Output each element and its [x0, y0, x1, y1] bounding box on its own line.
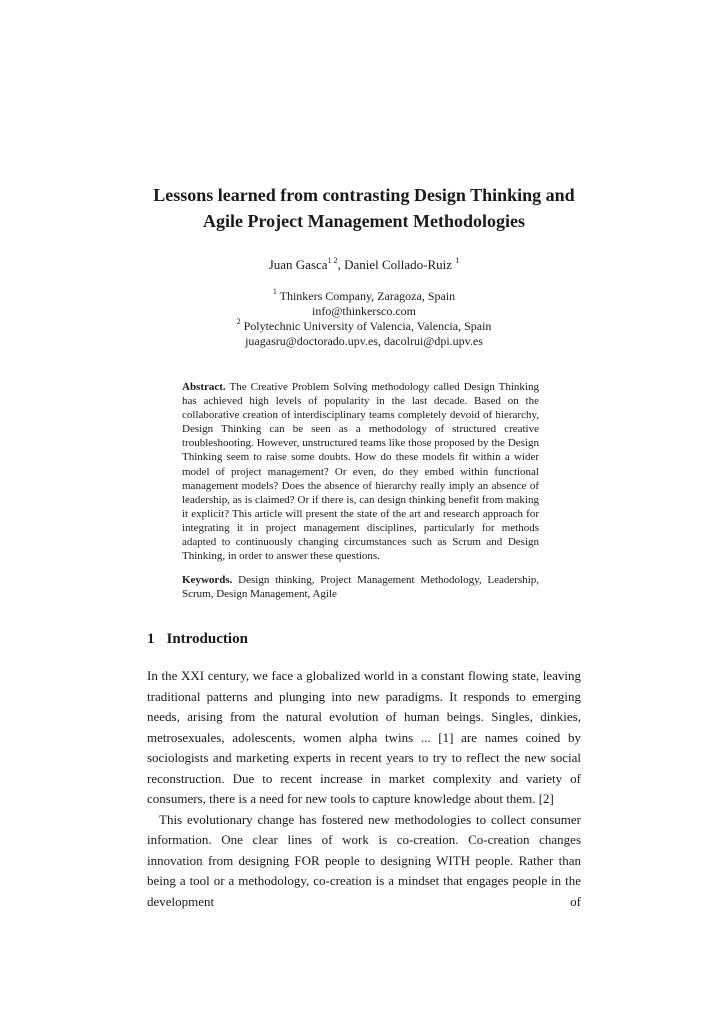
- abstract: [182, 380, 539, 563]
- affiliations: [114, 289, 614, 349]
- keywords-text: Design thinking, Project Management Methodology, Leadership, Scrum, Design Management, Agile: [182, 574, 539, 601]
- affiliation-text: Thinkers Company, Zaragoza, Spain: [279, 289, 456, 303]
- title-line-2: Agile Project Management Methodologies: [202, 211, 526, 231]
- section-body: [147, 666, 581, 912]
- affiliation-email: juagasru@doctorado.upv.es, dacolrui@dpi.upv.es: [245, 334, 483, 348]
- paper-title: [110, 182, 618, 234]
- affiliation-line: [114, 319, 614, 334]
- section-number: 1: [147, 631, 155, 647]
- affiliation-mark: 1: [272, 287, 277, 296]
- author-separator: ,: [337, 257, 345, 272]
- keywords-label: Keywords.: [182, 574, 233, 586]
- keywords: [182, 573, 539, 601]
- abstract-label: Abstract.: [182, 381, 226, 393]
- author-list: [114, 257, 614, 273]
- affiliation-line: [114, 289, 614, 304]
- author-name: Juan Gasca: [268, 257, 328, 272]
- section-heading: [147, 630, 581, 648]
- author-affiliation-mark: 1: [455, 256, 460, 265]
- affiliation-text: Polytechnic University of Valencia, Valencia, Spain: [243, 319, 492, 333]
- affiliation-mark: 2: [236, 317, 241, 326]
- title-line-1: Lessons learned from contrasting Design Thinking and: [153, 185, 575, 205]
- author-affiliation-mark: 1 2: [327, 256, 338, 265]
- author-name: Daniel Collado-Ruiz: [344, 257, 453, 272]
- section-title: Introduction: [166, 631, 248, 647]
- affiliation-email: info@thinkersco.com: [311, 304, 417, 318]
- body-paragraph: This evolutionary change has fostered new methodologies to collect consumer information. One clear lines of work is co-creation. Co-creation changes innovation from designing FOR people to designing WITH people. Rather than being a tool or a methodology, co-creation is a mindset that engages people in the development of: [147, 811, 581, 909]
- body-paragraph: In the XXI century, we face a globalized world in a constant flowing state, leaving traditional patterns and plunging into new paradigms. It responds to emerging needs, arising from the natural evolution of human beings. Singles, dinkies, metrosexuales, adolescents, women alpha twins ... [1] are names coined by sociologists and marketing experts in recent years to try to reflect the new social reconstruction. Due to recent increase in market complexity and variety of consumers, there is a need for new tools to capture knowledge about them. [2]: [147, 668, 581, 806]
- abstract-text: The Creative Problem Solving methodology called Design Thinking has achieved high levels of popularity in the last decade. Based on the collaborative creation of interdisciplinary teams completely devoid of hierarchy, Design Thinking can be seen as a methodology of structured creative troubleshooting. However, unstructured teams like those proposed by the Design Thinking seem to raise some doubts. How do these models fit within a wider model of project management? Or even, do they embed within functional management models? Does the absence of hierarchy really imply an absence of leadership, as is claimed? Or if there is, can design thinking benefit from making it explicit? This article will present the state of the art and research approach for integrating it in project management disciplines, particularly for methods adapted to continuously changing circumstances such as Scrum and Design Thinking, in order to answer these questions.: [182, 381, 539, 563]
